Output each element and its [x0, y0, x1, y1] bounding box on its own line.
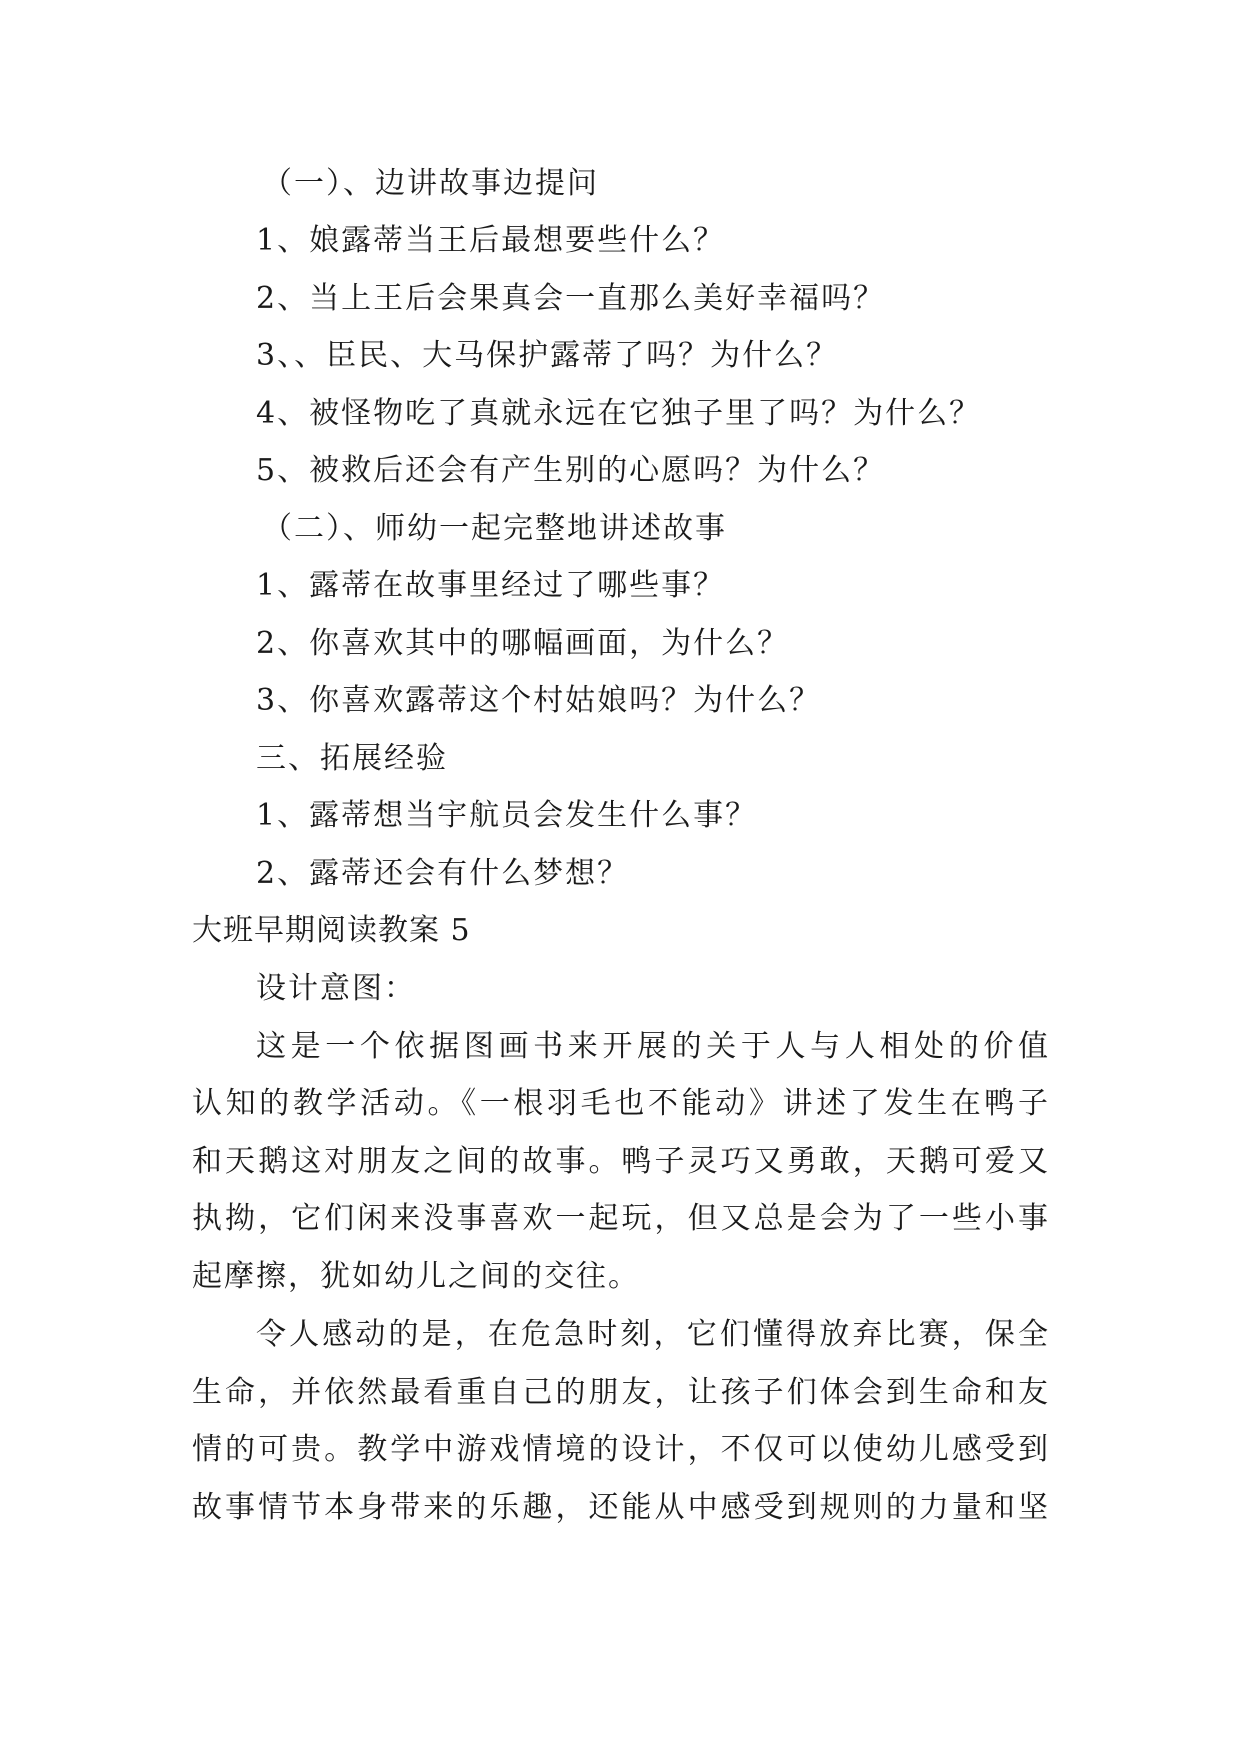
paragraph-line: 和天鹅这对朋友之间的故事。鸭子灵巧又勇敢，天鹅可爱又 [192, 1144, 1048, 1179]
question-item: 3、、臣民、大马保护露蒂了吗？为什么？ [256, 338, 839, 373]
lesson-title: 大班早期阅读教案 5 [192, 913, 471, 948]
question-item: 2、当上王后会果真会一直那么美好幸福吗？ [256, 281, 886, 316]
paragraph-line: 这是一个依据图画书来开展的关于人与人相处的价值 [256, 1029, 1048, 1064]
paragraph-line: 情的可贵。教学中游戏情境的设计，不仅可以使幼儿感受到 [192, 1432, 1048, 1467]
section-heading-1: （一）、边讲故事边提问 [262, 166, 599, 201]
question-item: 2、你喜欢其中的哪幅画面，为什么？ [256, 626, 790, 661]
paragraph-line: 认知的教学活动。《一根羽毛也不能动》讲述了发生在鸭子 [192, 1086, 1048, 1121]
paragraph-line: 故事情节本身带来的乐趣，还能从中感受到规则的力量和坚 [192, 1490, 1048, 1525]
question-item: 4、被怪物吃了真就永远在它独子里了吗？为什么？ [256, 396, 982, 431]
section-heading-3: 三、拓展经验 [256, 741, 448, 776]
question-item: 1、露蒂想当宇航员会发生什么事？ [256, 798, 758, 833]
paragraph-line: 生命，并依然最看重自己的朋友，让孩子们体会到生命和友 [192, 1375, 1048, 1410]
question-item: 3、你喜欢露蒂这个村姑娘吗？为什么？ [256, 683, 822, 718]
paragraph-line: 执拗，它们闲来没事喜欢一起玩，但又总是会为了一些小事 [192, 1201, 1048, 1236]
question-item: 2、露蒂还会有什么梦想？ [256, 856, 630, 891]
paragraph-line: 令人感动的是，在危急时刻，它们懂得放弃比赛，保全 [256, 1317, 1048, 1352]
design-intent-heading: 设计意图： [256, 971, 416, 1006]
question-item: 1、娘露蒂当王后最想要些什么？ [256, 223, 726, 258]
paragraph-line: 起摩擦，犹如幼儿之间的交往。 [192, 1259, 640, 1294]
section-heading-2: （二）、师幼一起完整地讲述故事 [262, 511, 727, 546]
question-item: 1、露蒂在故事里经过了哪些事？ [256, 568, 726, 603]
question-item: 5、被救后还会有产生别的心愿吗？为什么？ [256, 453, 886, 488]
